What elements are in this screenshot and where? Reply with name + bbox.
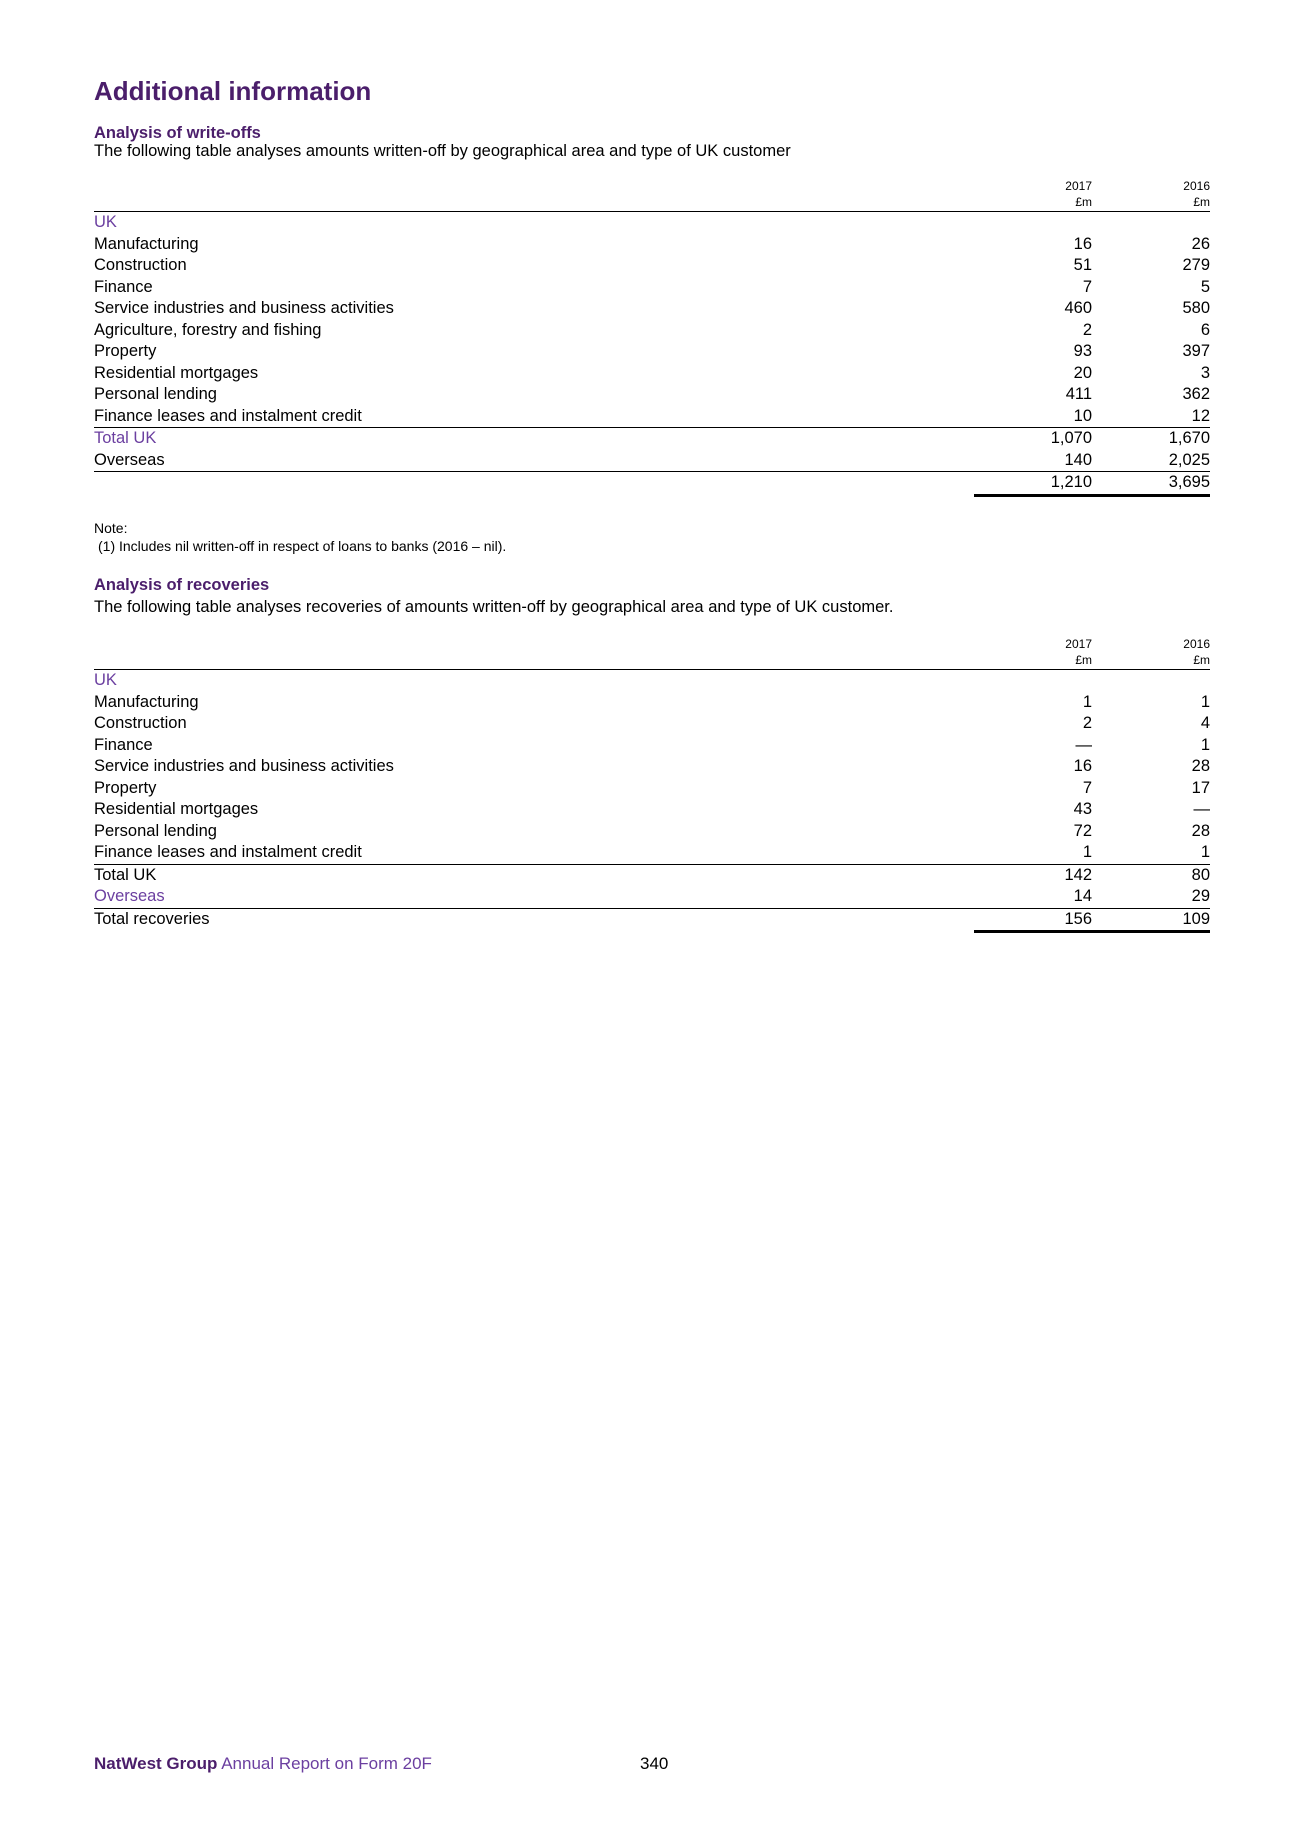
table-row: Finance leases and instalment credit 1 1 [94, 842, 1210, 864]
recoveries-intro: The following table analyses recoveries of amounts written-off by geographical area and type of UK customer. [94, 598, 894, 616]
table-row: Residential mortgages 20 3 [94, 363, 1210, 382]
table-row: Property 7 17 [94, 778, 1210, 797]
table-row: Personal lending 411 362 [94, 385, 1210, 403]
recoveries-heading: Analysis of recoveries [94, 576, 270, 594]
note-label: Note: [94, 520, 128, 536]
writeoffs-table [94, 178, 1210, 497]
table-row: Personal lending 72 28 [94, 821, 1210, 840]
recoveries-table [94, 636, 1210, 933]
table-row: Manufacturing 1 1 [94, 692, 1210, 711]
note-text: (1) Includes nil written-off in respect of loans to banks (2016 – nil). [98, 538, 507, 554]
page-number: 340 [640, 1754, 669, 1773]
table-row: Residential mortgages 43 — [94, 800, 1210, 818]
unit-header: £m [1092, 652, 1210, 670]
table-row: Finance 7 5 [94, 277, 1210, 296]
footer-doc-title: Annual Report on Form 20F [221, 1754, 432, 1773]
grand-total-row: 1,210 3,695 [94, 472, 1210, 496]
writeoffs-heading: Analysis of write-offs [94, 124, 261, 142]
table-row: Construction 2 4 [94, 714, 1210, 732]
year-header-2016: 2016 [1183, 179, 1210, 193]
table-row: Manufacturing 16 26 [94, 234, 1210, 253]
table-row: Finance leases and instalment credit 10 12 [94, 406, 1210, 428]
footer-brand: NatWest Group [94, 1754, 218, 1773]
overseas-row: Overseas 140 2,025 [94, 450, 1210, 472]
year-header-2017: 2017 [1065, 179, 1092, 193]
total-uk-row: Total UK 1,070 1,670 [94, 429, 1210, 447]
table-row: Property 93 397 [94, 342, 1210, 360]
group-label-uk: UK [94, 213, 117, 231]
table-row: Service industries and business activities 16 28 [94, 757, 1210, 775]
unit-header: £m [1092, 194, 1210, 212]
group-label-uk: UK [94, 671, 117, 689]
total-uk-row: Total UK 142 80 [94, 865, 1210, 884]
table-row: Finance — 1 [94, 735, 1210, 754]
page-title: Additional information [94, 76, 372, 106]
table-row: Construction 51 279 [94, 256, 1210, 274]
year-header-2017: 2017 [1065, 637, 1092, 651]
unit-header: £m [974, 652, 1092, 670]
writeoffs-intro: The following table analyses amounts written-off by geographical area and type of UK customer [94, 142, 791, 160]
footer [94, 1754, 432, 1774]
total-recoveries-row: Total recoveries 156 109 [94, 908, 1210, 932]
unit-header: £m [974, 194, 1092, 212]
year-header-2016: 2016 [1183, 637, 1210, 651]
table-row: Agriculture, forestry and fishing 2 6 [94, 320, 1210, 339]
table-row: Service industries and business activities 460 580 [94, 299, 1210, 317]
overseas-row: Overseas 14 29 [94, 886, 1210, 908]
